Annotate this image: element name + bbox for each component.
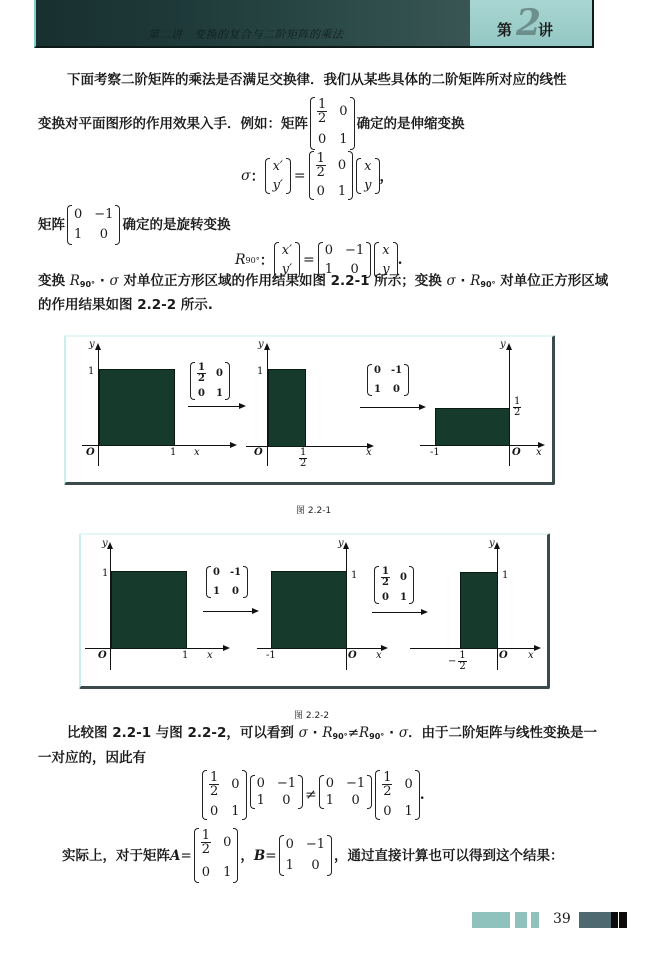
paragraph-3-line-2: 的作用结果如图 2.2-2 所示. (38, 297, 213, 313)
chapter-tab-label: 第 讲 (497, 21, 554, 39)
chapter-number: 2 (516, 2, 542, 44)
paragraph-5: 实际上，对于矩阵 A = $\frac{1}{2}$ 0 0 1 ， B = 0 −1 1 0 ，通过直接计算也可以得到这个结果： (62, 828, 564, 883)
arrow-right-icon (252, 608, 259, 614)
fig1-panel-2-x-label: x (366, 447, 372, 458)
x-axis-arrow-icon (367, 443, 374, 449)
half-width-rotated-region (460, 572, 498, 649)
y-tick-half: $\frac{1}{2}$ (514, 396, 521, 418)
paragraph-1-line-1: 下面考察二阶矩阵的乘法是否满足交换律．我们从某些具体的二阶矩阵所对应的线性 (67, 72, 567, 88)
matrix-A: $\frac{1}{2}$ 0 0 1 (194, 828, 239, 883)
fig2-transform-1-arrow (203, 611, 253, 612)
equation-sigma: σ ： x′ y′ = $\frac{1}{2}$ 0 0 1 x y ， (241, 151, 394, 199)
y-axis-arrow-icon (95, 343, 101, 350)
y-axis (509, 346, 510, 466)
footer-decoration-bar (531, 912, 539, 928)
running-header-title: 第二讲 变换的复合与二阶矩阵的乘法 (148, 28, 344, 41)
x-axis-arrow-icon (223, 645, 230, 651)
fig1-transform-2-arrow (360, 407, 420, 408)
footer-decoration-bar (515, 912, 527, 928)
x-axis-arrow-icon (230, 442, 237, 448)
paragraph-2: 矩阵 0 −1 1 0 确定的是旋转变换 (38, 205, 230, 245)
paragraph-4-line-1: 比较图 2.2-1 与图 2.2-2，可以看到 $\sigma \cdot R_{90^\circ}\ne R_{90^\circ} \cdot \sigma$．由于二阶矩阵与线性变换是一 (67, 725, 598, 741)
x-tick-neg-half: − $\frac{1}{2}$ (448, 650, 466, 672)
y-axis-arrow-icon (264, 343, 270, 350)
fig2-transform-2-arrow (372, 612, 422, 613)
fig1-transform-1-matrix: $\frac{1}{2}$ 0 0 1 (190, 362, 230, 400)
equation-R90: R 90° ： x′ y′ = 0 −1 1 0 x y . (235, 243, 403, 277)
paragraph-1-line-2: 变换对平面图形的作用效果入手．例如：矩阵 $\frac{1}{2}$ 0 0 1 确定的是伸缩变换 (38, 97, 465, 150)
page-number: 39 (553, 911, 571, 927)
fig2-transform-2-matrix: $\frac{1}{2}$ 0 0 1 (374, 566, 414, 604)
arrow-right-icon (421, 609, 428, 615)
figure-caption-2-2-2: 图 2.2-2 (294, 711, 330, 721)
matrix-B: 0 −1 1 0 (279, 835, 332, 876)
footer-decoration-bar (579, 912, 611, 928)
y-axis-arrow-icon (506, 343, 512, 350)
matrix-sigma-inline: $\frac{1}{2}$ 0 0 1 (310, 97, 355, 150)
equation-noncommutative: $\frac{1}{2}$ 0 0 1 0 −1 1 0 ≠ 0 −1 1 0 $\frac{1}{2}$ 0 0 1 . (202, 770, 425, 820)
rotated-square-region (271, 571, 347, 649)
footer-decoration-bar (611, 912, 618, 928)
x-axis-arrow-icon (381, 645, 388, 651)
footer-decoration-bar (619, 912, 627, 928)
footer-decoration-bar (472, 912, 510, 928)
arrow-right-icon (419, 404, 426, 410)
x-tick-half: $\frac{1}{2}$ (300, 447, 307, 469)
paragraph-4-line-2: 一对应的，因此有 (38, 750, 146, 766)
matrix-R90-inline: 0 −1 1 0 (67, 205, 120, 245)
unit-square-region (99, 369, 175, 446)
x-axis (246, 446, 371, 447)
fig1-transform-1-arrow (188, 406, 240, 407)
fig1-transform-2-matrix: 0 -1 1 0 (367, 364, 409, 396)
arrow-right-icon (239, 403, 246, 409)
fig2-transform-1-matrix: 0 -1 1 0 (206, 566, 248, 598)
half-width-region (268, 369, 306, 447)
figure-caption-2-2-1: 图 2.2-1 (296, 506, 332, 516)
x-axis-arrow-icon (534, 645, 541, 651)
rotated-region (435, 408, 510, 446)
paragraph-3-line-1: 变换 $R_{90^\circ} \cdot \sigma$ 对单位正方形区域的作用结果如图 2.2-1 所示；变换 $\sigma \cdot R_{90^\circ}$ 对单位正方形区域 (38, 273, 609, 289)
unit-square-region (111, 571, 187, 649)
